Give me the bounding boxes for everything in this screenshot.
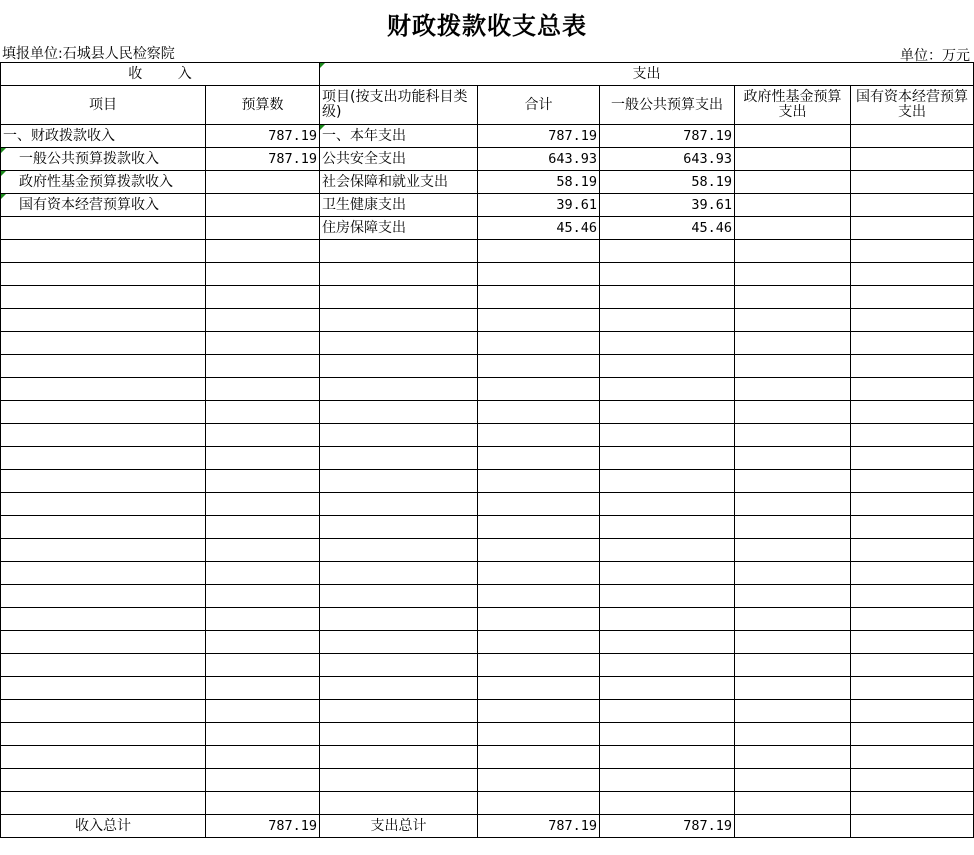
empty-cell — [851, 792, 974, 815]
empty-row — [1, 562, 974, 585]
empty-cell — [478, 240, 600, 263]
empty-cell — [206, 332, 320, 355]
empty-cell — [206, 677, 320, 700]
empty-cell — [735, 401, 851, 424]
header-row-groups — [1, 63, 974, 86]
empty-cell — [1, 470, 206, 493]
empty-cell — [735, 516, 851, 539]
empty-cell — [206, 240, 320, 263]
col-header-income-budget: 预算数 — [206, 86, 320, 125]
empty-cell — [478, 378, 600, 401]
empty-cell — [600, 700, 735, 723]
empty-cell — [600, 631, 735, 654]
empty-cell — [600, 746, 735, 769]
empty-cell — [206, 654, 320, 677]
page-title: 财政拨款收支总表 — [387, 11, 587, 40]
empty-cell — [320, 769, 478, 792]
empty-cell — [206, 746, 320, 769]
gov-fund-cell — [735, 171, 851, 194]
empty-cell — [320, 677, 478, 700]
empty-cell — [851, 677, 974, 700]
empty-cell — [735, 746, 851, 769]
empty-cell — [478, 309, 600, 332]
empty-cell — [320, 355, 478, 378]
empty-cell — [206, 792, 320, 815]
empty-row — [1, 516, 974, 539]
empty-row — [1, 539, 974, 562]
empty-cell — [600, 677, 735, 700]
unit-label: 单位：万元 — [900, 48, 970, 64]
general-total-value: 787.19 — [600, 815, 735, 838]
empty-cell — [1, 516, 206, 539]
empty-cell — [206, 401, 320, 424]
empty-row — [1, 286, 974, 309]
empty-cell — [206, 263, 320, 286]
empty-cell — [320, 631, 478, 654]
empty-cell — [206, 585, 320, 608]
expense-item-cell: 卫生健康支出 — [320, 194, 478, 217]
general-budget-cell: 45.46 — [600, 217, 735, 240]
empty-row — [1, 424, 974, 447]
empty-cell — [735, 493, 851, 516]
col-header-general-budget: 一般公共预算支出 — [600, 86, 735, 125]
empty-cell — [851, 723, 974, 746]
gov-fund-cell — [735, 148, 851, 171]
income-total-value: 787.19 — [206, 815, 320, 838]
empty-cell — [206, 309, 320, 332]
general-budget-cell: 58.19 — [600, 171, 735, 194]
col-header-income-item: 项目 — [1, 86, 206, 125]
empty-cell — [478, 516, 600, 539]
empty-cell — [320, 401, 478, 424]
empty-cell — [206, 493, 320, 516]
empty-cell — [478, 769, 600, 792]
empty-cell — [478, 355, 600, 378]
empty-cell — [600, 493, 735, 516]
empty-cell — [320, 424, 478, 447]
income-total-label: 收入总计 — [1, 815, 206, 838]
state-capital-cell — [851, 217, 974, 240]
empty-cell — [735, 240, 851, 263]
empty-cell — [600, 401, 735, 424]
empty-cell — [851, 447, 974, 470]
empty-cell — [478, 470, 600, 493]
state-capital-cell — [851, 171, 974, 194]
empty-row — [1, 585, 974, 608]
empty-row — [1, 654, 974, 677]
empty-cell — [478, 332, 600, 355]
empty-cell — [600, 447, 735, 470]
empty-cell — [206, 700, 320, 723]
empty-cell — [320, 240, 478, 263]
empty-cell — [320, 654, 478, 677]
empty-cell — [478, 792, 600, 815]
empty-cell — [1, 355, 206, 378]
empty-row — [1, 355, 974, 378]
empty-cell — [600, 286, 735, 309]
empty-cell — [851, 539, 974, 562]
empty-cell — [851, 309, 974, 332]
income-item-cell: 国有资本经营预算收入 — [1, 194, 206, 217]
header-row-columns — [1, 86, 974, 125]
empty-cell — [851, 562, 974, 585]
empty-cell — [735, 654, 851, 677]
empty-cell — [735, 631, 851, 654]
empty-cell — [851, 700, 974, 723]
empty-cell — [206, 355, 320, 378]
general-budget-cell: 39.61 — [600, 194, 735, 217]
empty-cell — [1, 746, 206, 769]
empty-cell — [851, 654, 974, 677]
table-row — [1, 171, 974, 194]
empty-cell — [600, 769, 735, 792]
empty-cell — [1, 792, 206, 815]
empty-row — [1, 263, 974, 286]
empty-cell — [735, 608, 851, 631]
empty-cell — [851, 631, 974, 654]
empty-row — [1, 493, 974, 516]
income-budget-cell — [206, 217, 320, 240]
empty-cell — [735, 424, 851, 447]
expense-total-cell: 643.93 — [478, 148, 600, 171]
empty-cell — [478, 493, 600, 516]
table-row — [1, 194, 974, 217]
empty-cell — [320, 470, 478, 493]
empty-cell — [478, 746, 600, 769]
income-budget-cell — [206, 194, 320, 217]
empty-row — [1, 447, 974, 470]
empty-cell — [1, 332, 206, 355]
expense-total-cell: 787.19 — [478, 125, 600, 148]
empty-cell — [851, 286, 974, 309]
empty-row — [1, 700, 974, 723]
empty-cell — [320, 493, 478, 516]
gov-fund-total-value — [735, 815, 851, 838]
empty-cell — [478, 585, 600, 608]
empty-cell — [735, 792, 851, 815]
empty-cell — [320, 608, 478, 631]
empty-cell — [735, 470, 851, 493]
income-budget-cell: 787.19 — [206, 125, 320, 148]
empty-row — [1, 792, 974, 815]
col-header-state-capital: 国有资本经营预算支出 — [851, 86, 974, 125]
empty-cell — [600, 539, 735, 562]
empty-cell — [206, 516, 320, 539]
empty-cell — [206, 539, 320, 562]
empty-row — [1, 332, 974, 355]
empty-cell — [851, 240, 974, 263]
empty-cell — [600, 332, 735, 355]
empty-cell — [735, 286, 851, 309]
empty-cell — [600, 424, 735, 447]
expense-item-cell: 社会保障和就业支出 — [320, 171, 478, 194]
empty-cell — [600, 470, 735, 493]
table-row — [1, 125, 974, 148]
table-row — [1, 148, 974, 171]
empty-cell — [320, 332, 478, 355]
empty-cell — [320, 700, 478, 723]
general-budget-cell: 643.93 — [600, 148, 735, 171]
empty-cell — [478, 424, 600, 447]
income-budget-cell: 787.19 — [206, 148, 320, 171]
empty-cell — [851, 516, 974, 539]
income-budget-cell — [206, 171, 320, 194]
empty-cell — [1, 401, 206, 424]
empty-cell — [1, 677, 206, 700]
empty-cell — [478, 608, 600, 631]
income-item-cell: 一般公共预算拨款收入 — [1, 148, 206, 171]
empty-cell — [735, 309, 851, 332]
empty-row — [1, 769, 974, 792]
empty-cell — [1, 654, 206, 677]
expense-total-cell: 58.19 — [478, 171, 600, 194]
empty-cell — [600, 585, 735, 608]
empty-cell — [206, 562, 320, 585]
empty-cell — [600, 378, 735, 401]
empty-cell — [851, 769, 974, 792]
empty-cell — [600, 516, 735, 539]
empty-cell — [735, 700, 851, 723]
empty-cell — [600, 608, 735, 631]
total-row — [1, 815, 974, 838]
empty-cell — [735, 677, 851, 700]
expense-item-cell: 一、本年支出 — [320, 125, 478, 148]
table-row — [1, 217, 974, 240]
empty-cell — [478, 654, 600, 677]
expense-total-cell: 39.61 — [478, 194, 600, 217]
empty-cell — [1, 447, 206, 470]
empty-cell — [851, 424, 974, 447]
income-item-cell: 政府性基金预算拨款收入 — [1, 171, 206, 194]
empty-row — [1, 401, 974, 424]
empty-cell — [478, 263, 600, 286]
empty-cell — [320, 585, 478, 608]
income-group-header: 收 入 — [1, 63, 320, 86]
empty-cell — [206, 470, 320, 493]
empty-cell — [206, 723, 320, 746]
empty-cell — [478, 631, 600, 654]
empty-cell — [478, 401, 600, 424]
empty-cell — [851, 585, 974, 608]
empty-cell — [600, 309, 735, 332]
empty-cell — [320, 447, 478, 470]
empty-cell — [1, 562, 206, 585]
empty-cell — [735, 539, 851, 562]
empty-cell — [851, 608, 974, 631]
empty-cell — [600, 723, 735, 746]
empty-row — [1, 309, 974, 332]
empty-cell — [600, 654, 735, 677]
empty-cell — [851, 332, 974, 355]
empty-cell — [1, 769, 206, 792]
col-header-expense-total: 合计 — [478, 86, 600, 125]
empty-cell — [851, 263, 974, 286]
empty-cell — [320, 746, 478, 769]
empty-cell — [478, 539, 600, 562]
gov-fund-cell — [735, 217, 851, 240]
empty-cell — [206, 631, 320, 654]
empty-cell — [1, 723, 206, 746]
empty-cell — [206, 424, 320, 447]
empty-cell — [1, 631, 206, 654]
empty-cell — [206, 447, 320, 470]
general-budget-cell: 787.19 — [600, 125, 735, 148]
empty-row — [1, 240, 974, 263]
col-header-gov-fund: 政府性基金预算支出 — [735, 86, 851, 125]
empty-cell — [735, 447, 851, 470]
empty-cell — [320, 723, 478, 746]
empty-cell — [851, 746, 974, 769]
empty-row — [1, 608, 974, 631]
income-item-cell: 一、财政拨款收入 — [1, 125, 206, 148]
empty-cell — [478, 677, 600, 700]
empty-cell — [735, 332, 851, 355]
state-capital-cell — [851, 125, 974, 148]
expense-item-cell: 公共安全支出 — [320, 148, 478, 171]
empty-cell — [1, 700, 206, 723]
empty-cell — [735, 355, 851, 378]
empty-cell — [1, 240, 206, 263]
empty-cell — [1, 608, 206, 631]
expense-total-label: 支出总计 — [320, 815, 478, 838]
empty-cell — [320, 516, 478, 539]
empty-row — [1, 378, 974, 401]
empty-cell — [851, 470, 974, 493]
col-header-expense-item: 项目(按支出功能科目类级) — [320, 86, 478, 125]
empty-cell — [206, 286, 320, 309]
expense-item-cell: 住房保障支出 — [320, 217, 478, 240]
empty-row — [1, 723, 974, 746]
empty-cell — [851, 493, 974, 516]
expense-total-cell: 45.46 — [478, 217, 600, 240]
empty-cell — [206, 769, 320, 792]
empty-cell — [1, 493, 206, 516]
empty-cell — [1, 378, 206, 401]
empty-cell — [320, 309, 478, 332]
empty-cell — [600, 240, 735, 263]
empty-cell — [735, 562, 851, 585]
empty-cell — [478, 286, 600, 309]
empty-cell — [600, 562, 735, 585]
fill-unit: 填报单位:石城县人民检察院 — [2, 46, 175, 62]
empty-cell — [735, 378, 851, 401]
empty-cell — [851, 401, 974, 424]
empty-cell — [320, 263, 478, 286]
empty-cell — [735, 723, 851, 746]
empty-cell — [478, 562, 600, 585]
gov-fund-cell — [735, 194, 851, 217]
empty-cell — [320, 539, 478, 562]
empty-cell — [600, 355, 735, 378]
empty-cell — [206, 608, 320, 631]
empty-cell — [206, 378, 320, 401]
empty-cell — [735, 585, 851, 608]
empty-row — [1, 677, 974, 700]
empty-cell — [1, 309, 206, 332]
empty-cell — [600, 792, 735, 815]
empty-cell — [735, 769, 851, 792]
empty-cell — [851, 378, 974, 401]
empty-row — [1, 470, 974, 493]
budget-table — [0, 62, 974, 838]
empty-cell — [600, 263, 735, 286]
empty-cell — [1, 585, 206, 608]
empty-cell — [1, 539, 206, 562]
empty-row — [1, 631, 974, 654]
empty-cell — [851, 355, 974, 378]
empty-cell — [320, 286, 478, 309]
empty-cell — [478, 447, 600, 470]
empty-cell — [478, 723, 600, 746]
empty-cell — [320, 378, 478, 401]
empty-cell — [320, 562, 478, 585]
gov-fund-cell — [735, 125, 851, 148]
empty-row — [1, 746, 974, 769]
empty-cell — [320, 792, 478, 815]
empty-cell — [1, 263, 206, 286]
empty-cell — [735, 263, 851, 286]
income-item-cell — [1, 217, 206, 240]
state-capital-total-value — [851, 815, 974, 838]
expense-total-value: 787.19 — [478, 815, 600, 838]
state-capital-cell — [851, 194, 974, 217]
empty-cell — [478, 700, 600, 723]
empty-cell — [1, 286, 206, 309]
expense-group-header: 支出 — [320, 63, 974, 86]
empty-cell — [1, 424, 206, 447]
state-capital-cell — [851, 148, 974, 171]
